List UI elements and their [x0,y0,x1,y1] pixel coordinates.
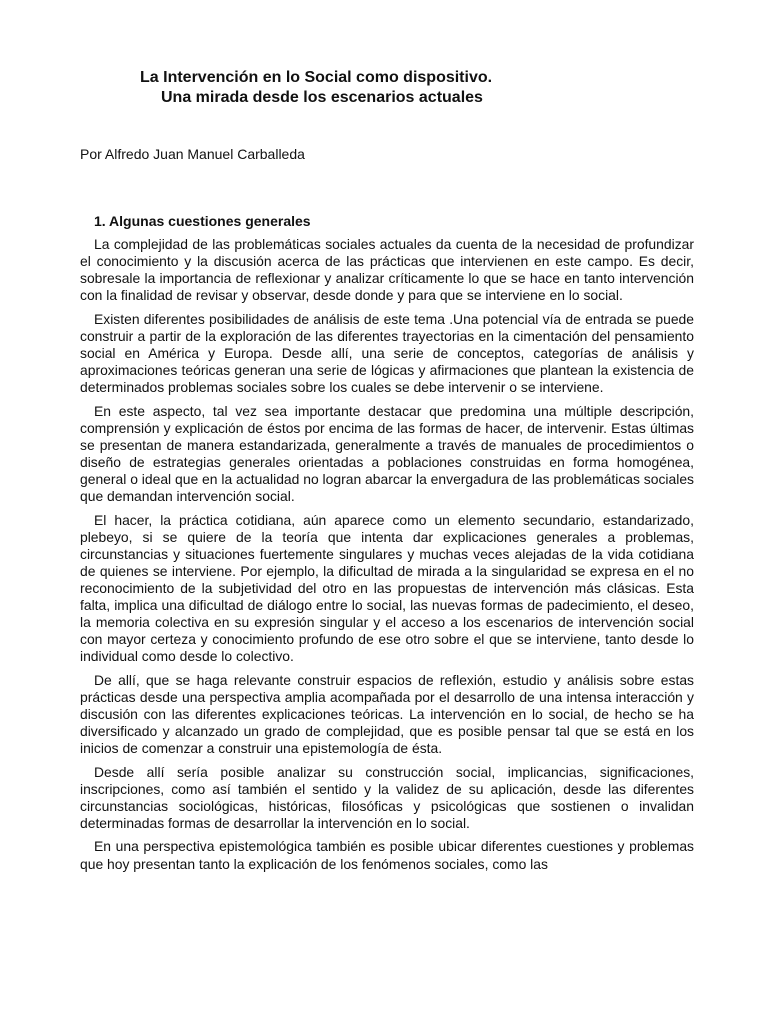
paragraph: En este aspecto, tal vez sea importante destacar que predomina una múltiple descripción, comprensión y explicación de éstos por encima de las formas de hacer, de intervenir. Estas últimas se presentan de manera estandarizada, generalmente a través de manuales de procedimientos o diseño de estrategias generales orientadas a poblaciones construidas en forma homogénea, general o ideal que en la actualidad no logran abarcar la envergadura de las problemáticas sociales que demandan intervención social. [80,402,694,505]
title-line-1: La Intervención en lo Social como dispositivo. [140,69,493,86]
paragraph: La complejidad de las problemáticas sociales actuales da cuenta de la necesidad de profundizar el conocimiento y la discusión acerca de las prácticas que intervienen en este campo. Es decir, sobresale la importancia de reflexionar y analizar críticamente lo que se hace en tanto intervención con la finalidad de revisar y observar, desde donde y para que se interviene en lo social. [80,236,694,304]
title-line-2: Una mirada desde los escenarios actuales [161,89,483,106]
author-byline: Por Alfredo Juan Manuel Carballeda [80,146,305,162]
section-heading: 1. Algunas cuestiones generales [94,213,311,229]
paragraph: De allí, que se haga relevante construir espacios de reflexión, estudio y análisis sobre estas prácticas desde una perspectiva amplia acompañada por el desarrollo de una intensa interacción y discusión con las diferentes explicaciones teóricas. La intervención en lo social, de hecho se ha diversificado y alcanzado un grado de complejidad, que es posible pensar tal que se está en los inicios de comenzar a construir una epistemología de ésta. [80,671,694,757]
paragraph: El hacer, la práctica cotidiana, aún aparece como un elemento secundario, estandarizado, plebeyo, si se quiere de la teoría que intenta dar explicaciones generales a problemas, circunstancias y situaciones fuertemente singulares y muchas veces alejadas de la vida cotidiana de quienes se interviene. Por ejemplo, la dificultad de mirada a la singularidad se expresa en el no reconocimiento de la subjetividad del otro en las propuestas de intervención más clásicas. Esta falta, implica una dificultad de diálogo entre lo social, las nuevas formas de padecimiento, el deseo, la memoria colectiva en su expresión singular y el acceso a los escenarios de intervención social con mayor certeza y conocimiento profundo de ese otro sobre el que se interviene, tanto desde lo individual como desde lo colectivo. [80,511,694,665]
document-body [80,212,694,879]
paragraph: Existen diferentes posibilidades de análisis de este tema .Una potencial vía de entrada se puede construir a partir de la exploración de las diferentes trayectorias en la cimentación del pensamiento social en América y Europa. Desde allí, una serie de conceptos, categorías de análisis y aproximaciones teóricas generan una serie de lógicas y afirmaciones que plantean la existencia de determinados problemas sociales sobre los cuales se debe intervenir o se interviene. [80,310,694,396]
document-title [0,68,768,108]
paragraph: En una perspectiva epistemológica también es posible ubicar diferentes cuestiones y problemas que hoy presentan tanto la explicación de los fenómenos sociales, como las [80,838,694,872]
paragraph: Desde allí sería posible analizar su construcción social, implicancias, significaciones, inscripciones, como así también el sentido y la validez de su aplicación, desde las diferentes circunstancias sociológicas, históricas, filosóficas y psicológicas que sostienen o invalidan determinadas formas de desarrollar la intervención en lo social. [80,763,694,831]
